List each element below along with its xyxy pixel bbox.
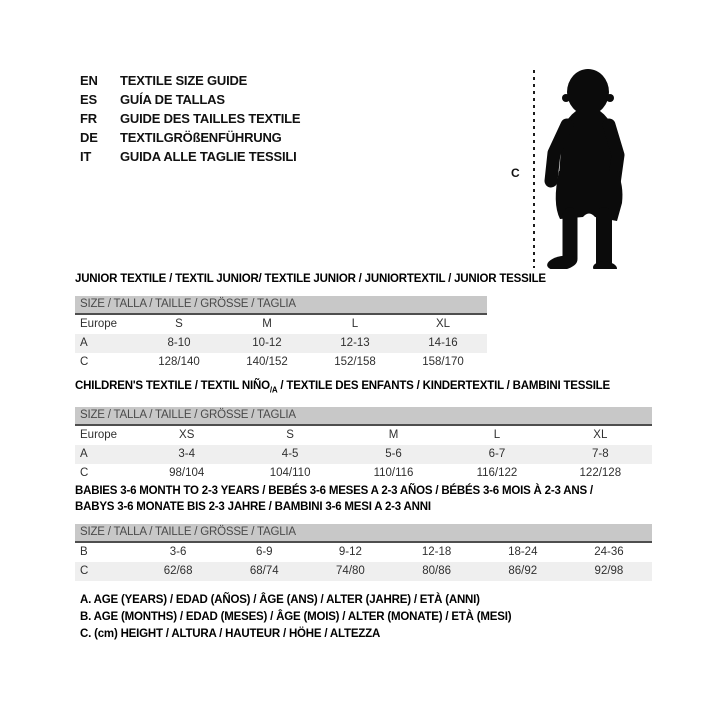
cell-value: 152/158: [334, 356, 376, 368]
language-row: [80, 147, 300, 166]
cell-value: 4-5: [281, 448, 299, 461]
cell-value: 14-16: [428, 337, 458, 349]
cell-value: XL: [435, 318, 451, 330]
row-label: A: [80, 337, 88, 349]
row-label: Europe: [80, 429, 118, 442]
table-title-line: [75, 378, 652, 398]
cell-value: M: [388, 429, 399, 442]
cell-value: 12-18: [421, 546, 452, 558]
row-label: B: [80, 546, 88, 558]
cell-value: 110/116: [373, 467, 414, 480]
cell-value: 18-24: [508, 546, 538, 558]
cell-value: 3-6: [169, 546, 187, 558]
cell-value: M: [262, 318, 272, 330]
language-row: [80, 90, 300, 109]
cell-value: 68/74: [249, 565, 279, 577]
cell-value: 12-13: [340, 337, 370, 349]
cell-value: 98/104: [169, 467, 205, 480]
language-label: GUIDE DES TAILLES TEXTILE: [120, 111, 301, 126]
footnotes: [80, 592, 511, 643]
cell-value: S: [286, 429, 294, 442]
table-title: [75, 378, 652, 398]
footnote-line: C. (cm) HEIGHT / ALTURA / HAUTEUR / HÖHE / ALTEZZA: [80, 628, 381, 640]
baby-silhouette: [543, 67, 635, 269]
cell-value: 62/68: [163, 565, 193, 577]
cell-value: 7-8: [592, 448, 609, 461]
cell-value: 140/152: [246, 356, 288, 368]
row-label: C: [80, 565, 89, 577]
cell-value: 158/170: [422, 356, 464, 368]
footnote-line: A. AGE (YEARS) / EDAD (AÑOS) / ÂGE (ANS) / ALTER (JAHRE) / ETÀ (ANNI): [80, 594, 480, 606]
cell-value: 122/128: [579, 467, 622, 480]
language-code: EN: [80, 73, 98, 88]
language-label: TEXTILGRÖßENFÜHRUNG: [120, 130, 282, 145]
height-dashed-line: [533, 70, 535, 268]
table-row: [75, 543, 652, 562]
cell-value: 116/122: [476, 467, 518, 480]
size-header-bar: SIZE / TALLA / TAILLE / GRÖSSE / TAGLIA: [75, 524, 652, 543]
language-code: IT: [80, 149, 92, 164]
size-header-bar: SIZE / TALLA / TAILLE / GRÖSSE / TAGLIA: [75, 296, 487, 315]
language-row: [80, 109, 300, 128]
cell-value: XL: [593, 429, 608, 442]
size-table: [75, 483, 652, 581]
table-title-text: /A: [269, 385, 278, 395]
table-row: [75, 562, 652, 581]
table-title-text: JUNIOR TEXTILE / TEXTIL JUNIOR/ TEXTILE JUNIOR / JUNIORTEXTIL / JUNIOR TESSILE: [75, 273, 546, 285]
language-label: TEXTILE SIZE GUIDE: [120, 73, 248, 88]
language-code: DE: [80, 130, 98, 145]
table-row: [75, 445, 652, 464]
language-row: [80, 71, 300, 90]
row-label: Europe: [80, 318, 118, 330]
language-code: ES: [80, 92, 97, 107]
cell-value: 6-9: [255, 546, 273, 558]
cell-value: 128/140: [158, 356, 200, 368]
cell-value: S: [175, 318, 183, 330]
cell-value: XS: [179, 429, 195, 442]
language-label: GUIDA ALLE TAGLIE TESSILI: [120, 149, 297, 164]
language-row: [80, 128, 300, 147]
table-title-text: / TEXTILE DES ENFANTS / KINDERTEXTIL / BAMBINI TESSILE: [277, 380, 610, 392]
cell-value: 86/92: [508, 565, 538, 577]
row-label: C: [80, 467, 89, 480]
cell-value: 74/80: [336, 565, 365, 577]
table-title-text: BABIES 3-6 MONTH TO 2-3 YEARS / BEBÉS 3-6 MESES A 2-3 AÑOS / BÉBÉS 3-6 MOIS À 2-3 ANS /: [75, 485, 593, 497]
cell-value: 104/110: [269, 467, 311, 480]
table-row: [75, 353, 487, 372]
language-list: [80, 71, 300, 166]
language-label: GUÍA DE TALLAS: [120, 92, 225, 107]
size-table: [75, 378, 652, 483]
cell-value: 6-7: [488, 448, 506, 461]
cell-value: 5-6: [385, 448, 402, 461]
footnote-line: B. AGE (MONTHS) / EDAD (MESES) / ÂGE (MOIS) / ALTER (MONATE) / ETÀ (MESI): [80, 611, 512, 623]
size-header-bar: SIZE / TALLA / TAILLE / GRÖSSE / TAGLIA: [75, 407, 652, 426]
table-title-text: BABYS 3-6 MONATE BIS 2-3 JAHRE / BAMBINI 3-6 MESI A 2-3 ANNI: [75, 501, 431, 513]
cell-value: 9-12: [338, 546, 362, 558]
table-title-text: CHILDREN'S TEXTILE / TEXTIL NIÑO: [75, 380, 270, 392]
table-row: [75, 334, 487, 353]
cell-value: 80/86: [422, 565, 451, 577]
language-code: FR: [80, 111, 97, 126]
row-label: A: [80, 448, 88, 461]
row-label: C: [80, 356, 89, 368]
table-title-line: [75, 499, 652, 515]
cell-value: 24-36: [594, 546, 624, 558]
cell-value: L: [493, 429, 501, 442]
table-title: [75, 271, 546, 287]
table-title-line: [75, 271, 546, 287]
height-measure-label: C: [511, 166, 520, 180]
table-row: [75, 315, 487, 334]
cell-value: 8-10: [167, 337, 191, 349]
table-title-line: [75, 483, 652, 499]
cell-value: 3-4: [178, 448, 196, 461]
cell-value: L: [351, 318, 359, 330]
cell-value: 92/98: [594, 565, 624, 577]
table-title: [75, 483, 652, 515]
size-table: [75, 271, 546, 372]
table-row: [75, 464, 652, 483]
table-row: [75, 426, 652, 445]
cell-value: 10-12: [252, 337, 282, 349]
